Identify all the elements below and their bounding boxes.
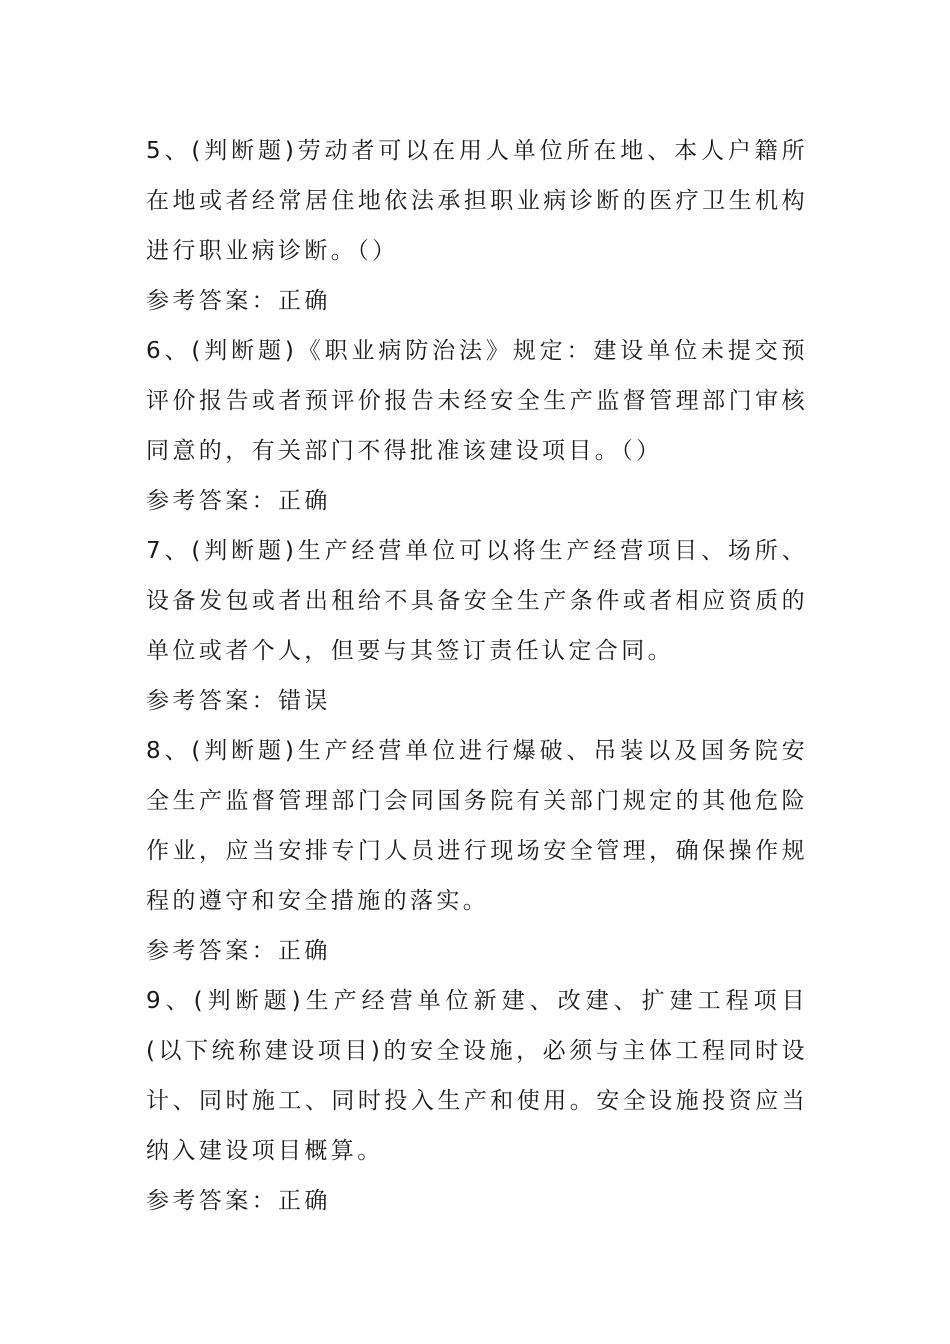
question-text: 8、(判断题)生产经营单位进行爆破、吊装以及国务院安全生产监督管理部门会同国务院有关部门规定的其他危险作业，应当安排专门人员进行现场安全管理，确保操作规程的遵守和安全措施的落实。 <box>146 738 808 914</box>
reference-answer: 参考答案：错误 <box>146 688 331 714</box>
reference-answer: 参考答案：正确 <box>146 1188 331 1214</box>
question-list <box>146 126 808 1226</box>
question-text: 5、(判断题)劳动者可以在用人单位所在地、本人户籍所在地或者经常居住地依法承担职业病诊断的医疗卫生机构进行职业病诊断。（） <box>146 138 808 264</box>
question-item-5 <box>146 126 808 326</box>
question-item-9 <box>146 976 808 1226</box>
reference-answer: 参考答案：正确 <box>146 288 331 314</box>
question-item-6 <box>146 326 808 526</box>
question-text: 7、(判断题)生产经营单位可以将生产经营项目、场所、设备发包或者出租给不具备安全生产条件或者相应资质的单位或者个人，但要与其签订责任认定合同。 <box>146 538 808 664</box>
question-text: 6、(判断题)《职业病防治法》规定：建设单位未提交预评价报告或者预评价报告未经安全生产监督管理部门审核同意的，有关部门不得批准该建设项目。（） <box>146 338 808 464</box>
reference-answer: 参考答案：正确 <box>146 938 331 964</box>
question-item-7 <box>146 526 808 726</box>
reference-answer: 参考答案：正确 <box>146 488 331 514</box>
question-text: 9、(判断题)生产经营单位新建、改建、扩建工程项目(以下统称建设项目)的安全设施，必须与主体工程同时设计、同时施工、同时投入生产和使用。安全设施投资应当纳入建设项目概算。 <box>146 988 808 1164</box>
question-item-8 <box>146 726 808 976</box>
